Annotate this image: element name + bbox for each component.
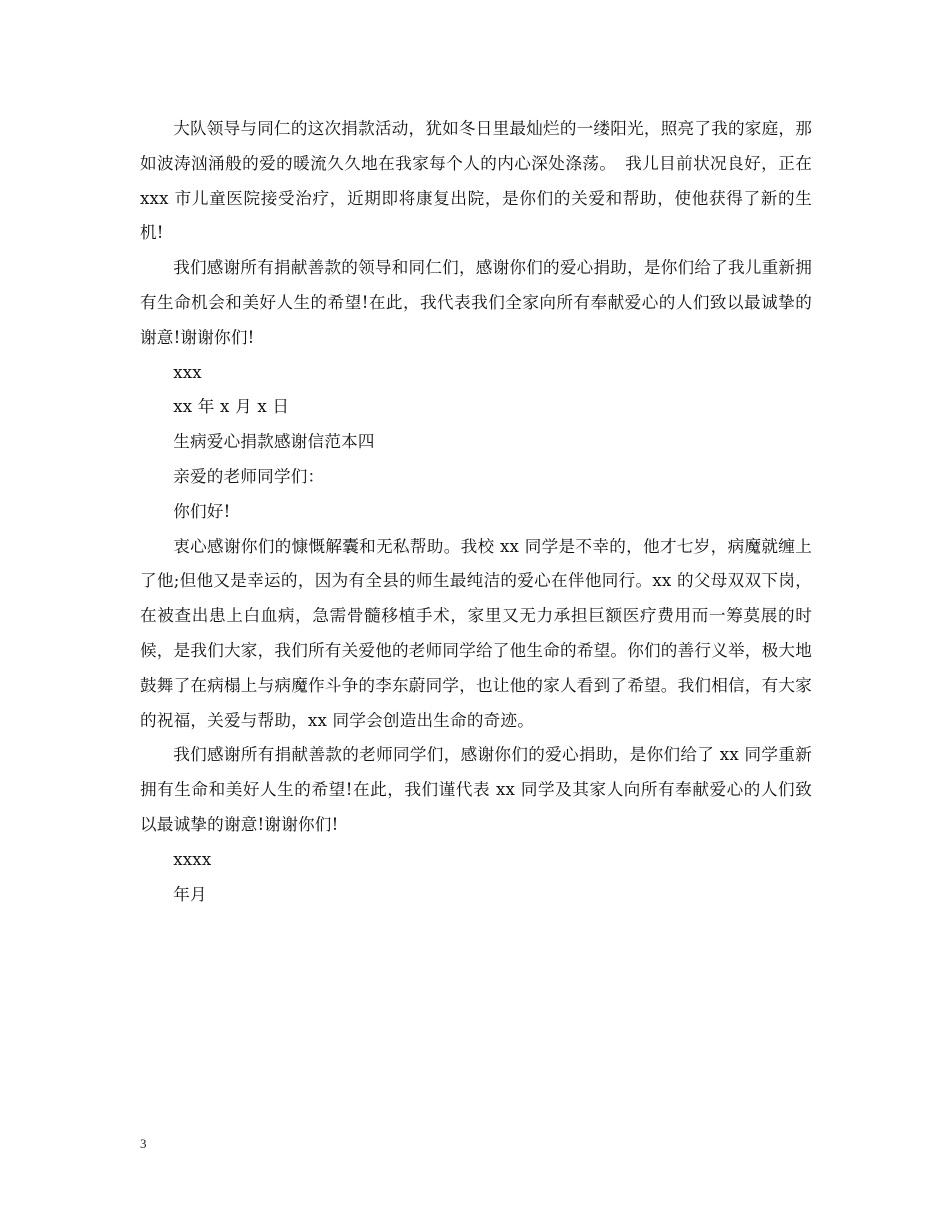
- document-body: [140, 112, 812, 912]
- signature-date-second: 年月: [173, 884, 207, 904]
- paragraph-gratitude-leaders: 我们感谢所有捐献善款的领导和同仁们，感谢你们的爱心捐助，是你们给了我儿重新拥有生命机会和美好人生的希望!在此，我代表我们全家向所有奉献爱心的人们致以最诚挚的谢意!谢谢你们!: [140, 258, 812, 347]
- greeting: 你们好!: [173, 501, 231, 521]
- page-number: 3: [140, 1136, 147, 1151]
- paragraph-heartfelt-thanks: 衷心感谢你们的慷慨解囊和无私帮助。我校 xx 同学是不幸的，他才七岁，病魔就缠上了他;但他又是幸运的，因为有全县的师生最纯洁的爱心在伴他同行。xx 的父母双双下岗，在被查出患上白血病，急需骨髓移植手术，家里又无力承担巨额医疗费用而一筹莫展的时候，是我们大家，我们所有关爱他的老师同学给了他生命的希望。你们的善行义举，极大地鼓舞了在病榻上与病魔作斗争的李东蔚同学，也让他的家人看到了希望。我们相信，有大家的祝福，关爱与帮助，xx 同学会创造出生命的奇迹。: [140, 536, 812, 730]
- signature-name-second: xxxx: [173, 849, 212, 869]
- paragraph-donation-thanks-intro: 大队领导与同仁的这次捐款活动，犹如冬日里最灿烂的一缕阳光，照亮了我的家庭，那如波涛汹涌般的爱的暖流久久地在我家每个人的内心深处涤荡。 我儿目前状况良好，正在 xxx 市儿童医院接受治疗，近期即将康复出院，是你们的关爱和帮助，使他获得了新的生机!: [140, 119, 812, 243]
- section-title: 生病爱心捐款感谢信范本四: [173, 432, 375, 452]
- signature-date: xx 年 x 月 x 日: [173, 397, 290, 417]
- signature-name: xxx: [173, 362, 202, 382]
- paragraph-gratitude-teachers: 我们感谢所有捐献善款的老师同学们，感谢你们的爱心捐助，是你们给了 xx 同学重新拥有生命和美好人生的希望!在此，我们谨代表 xx 同学及其家人向所有奉献爱心的人们致以最诚挚的谢意!谢谢你们!: [140, 745, 812, 834]
- salutation: 亲爱的老师同学们：: [173, 466, 325, 486]
